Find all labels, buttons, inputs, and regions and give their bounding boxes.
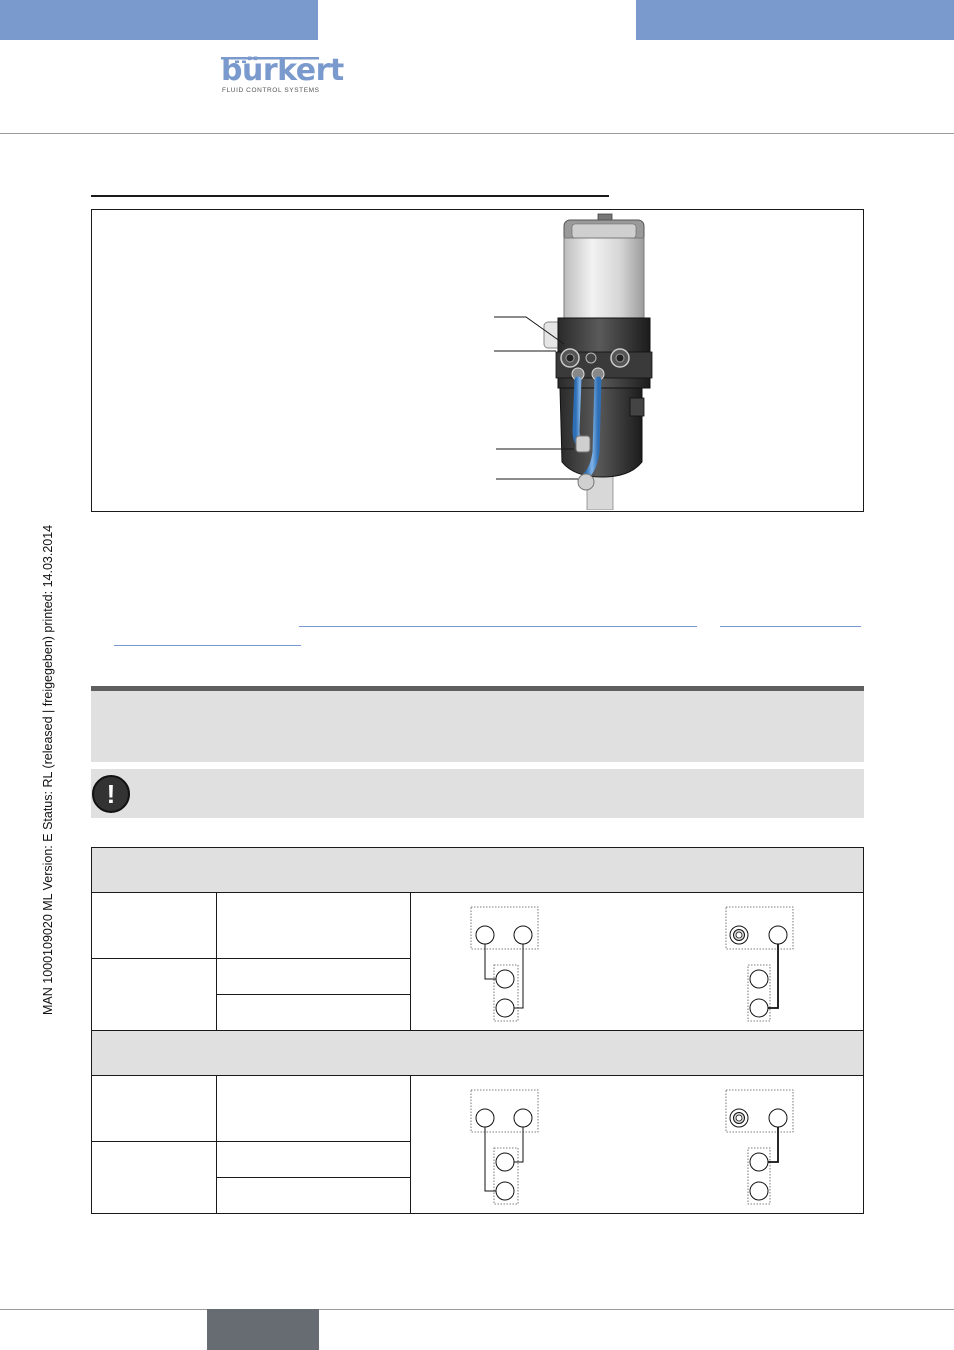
footer-page-tab (207, 1309, 319, 1350)
brand-logo-subtitle: FLUID CONTROL SYSTEMS (222, 87, 320, 94)
cross-reference-link-3[interactable] (114, 645, 301, 646)
table-lower-diagram-cell (411, 1076, 864, 1214)
table-lower-cell (217, 1142, 411, 1178)
table-lower-cell (92, 1142, 217, 1214)
figure-frame (91, 209, 864, 512)
header-divider (0, 133, 954, 134)
document-status-sidebar: MAN 1000109020 ML Version: E Status: RL (released | freigegeben) printed: 14.03.2014 (41, 524, 55, 1015)
connection-table-upper (91, 847, 864, 1031)
section-title-rule (91, 195, 609, 197)
table-lower-header (92, 1031, 864, 1076)
cross-reference-link-2[interactable] (720, 626, 861, 627)
table-upper-cell (217, 959, 411, 995)
table-upper-diagram-cell (411, 893, 864, 1031)
table-upper-cell (92, 893, 217, 959)
callout-line-1 (494, 317, 564, 344)
table-lower-cell (92, 1076, 217, 1142)
connection-table-lower (91, 1030, 864, 1214)
figure-callouts (492, 312, 582, 484)
wiring-diagram-lower (411, 1076, 863, 1212)
cross-reference-link-1[interactable] (299, 626, 697, 627)
table-upper-cell (92, 959, 217, 1031)
table-upper-cell (217, 995, 411, 1031)
header-bar-left (0, 0, 318, 40)
warning-box (91, 769, 864, 818)
note-box (91, 691, 864, 762)
exclamation-icon: ! (92, 775, 130, 813)
table-upper-cell (217, 893, 411, 959)
table-lower-cell (217, 1076, 411, 1142)
table-upper-header (92, 848, 864, 893)
table-lower-cell (217, 1178, 411, 1214)
brand-logo: bürkert (221, 53, 344, 88)
header-bar-right (636, 0, 954, 40)
wiring-diagram-upper (411, 893, 863, 1029)
footer-divider (0, 1309, 954, 1310)
